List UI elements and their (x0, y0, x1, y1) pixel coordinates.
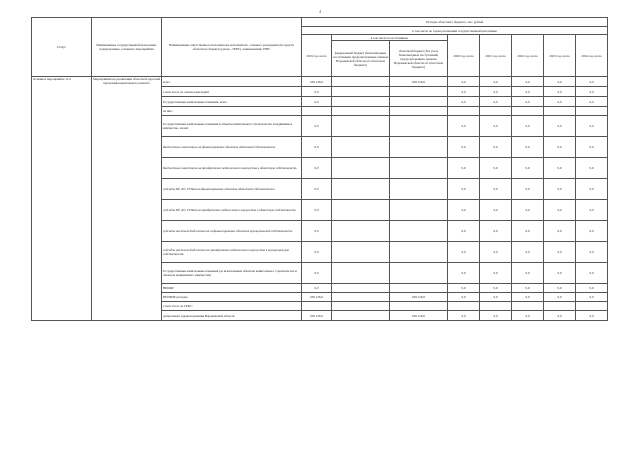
header-2020: 2020 год, всего (448, 35, 480, 77)
cell-y2022: 0,0 (512, 200, 544, 221)
cell-y2024: 0,0 (576, 179, 608, 200)
cell-federal (332, 311, 390, 321)
cell-y2021: 0,0 (480, 293, 512, 302)
cell-y2022: 0,0 (512, 97, 544, 107)
cell-federal (332, 158, 390, 179)
table-row (32, 77, 608, 87)
cell-y2024: 0,0 (576, 87, 608, 97)
cell-regional: 659 126,9 (390, 311, 448, 321)
header-regional: областной бюджет (без учета безвозмездных поступлений, предусмотренных законом Воронежской области об областном бюджете) (390, 41, 448, 77)
cell-y2020: 0,0 (448, 284, 480, 293)
cell-y2023: 0,0 (544, 242, 576, 263)
cell-y2023: 0,0 (544, 137, 576, 158)
row-label: Бюджетные инвестиции на приобретение недвижимого имущества в областную собственность (162, 158, 302, 179)
cell-y2020: 0,0 (448, 293, 480, 302)
cell-y2021: 0,0 (480, 242, 512, 263)
cell-y2022: 0,0 (512, 87, 544, 97)
cell-y2024: 0,0 (576, 158, 608, 179)
cell-y2023: 0,0 (544, 97, 576, 107)
cell-y2021: 0,0 (480, 158, 512, 179)
cell-y2019: 0,0 (302, 87, 332, 97)
cell-y2023 (544, 107, 576, 116)
cell-y2021: 0,0 (480, 97, 512, 107)
row-label: субсидии местным бюджетам на софинансирование объектов муниципальной собственности (162, 221, 302, 242)
cell-y2021 (480, 302, 512, 311)
cell-y2022: 0,0 (512, 179, 544, 200)
row-label: НИОКР (162, 284, 302, 293)
cell-y2021: 0,0 (480, 311, 512, 321)
cell-federal (332, 179, 390, 200)
cell-regional (390, 158, 448, 179)
cell-y2022 (512, 302, 544, 311)
program-cell: Мероприятия по реализации областной адресной программы капитального ремонта (92, 77, 162, 321)
cell-federal (332, 263, 390, 284)
row-label: всего (162, 77, 302, 87)
cell-regional (390, 242, 448, 263)
table-body (32, 77, 608, 321)
cell-federal (332, 284, 390, 293)
row-label: Бюджетные инвестиции на финансирование объектов областной собственности (162, 137, 302, 158)
cell-regional (390, 284, 448, 293)
cell-y2019: 0,0 (302, 263, 332, 284)
cell-y2021: 0,0 (480, 200, 512, 221)
cell-regional (390, 263, 448, 284)
cell-y2024: 0,0 (576, 293, 608, 302)
row-label: в том числе по ГРБС: (162, 302, 302, 311)
cell-y2020: 0,0 (448, 242, 480, 263)
cell-y2019 (302, 107, 332, 116)
row-label: из них: (162, 107, 302, 116)
cell-y2021: 0,0 (480, 137, 512, 158)
cell-y2020: 0,0 (448, 263, 480, 284)
cell-y2024 (576, 302, 608, 311)
cell-federal (332, 87, 390, 97)
header-executor: Наименование ответственного исполнителя, исполнителя - главного распорядителя средств областного бюджета (далее - ГРБС), наименование ГРБС (162, 18, 302, 77)
page-number: 4 (319, 9, 321, 14)
cell-y2022: 0,0 (512, 137, 544, 158)
cell-y2021: 0,0 (480, 284, 512, 293)
status-cell: Основное мероприятие 11.6 (32, 77, 92, 321)
cell-federal (332, 107, 390, 116)
cell-y2024: 0,0 (576, 200, 608, 221)
cell-regional (390, 179, 448, 200)
cell-y2023: 0,0 (544, 284, 576, 293)
header-2022: 2022 год, всего (512, 35, 544, 77)
cell-y2022: 0,0 (512, 311, 544, 321)
header-realization-period: в том числе по годам реализации государственной программы (302, 27, 608, 35)
cell-regional (390, 221, 448, 242)
cell-y2024: 0,0 (576, 242, 608, 263)
cell-regional (390, 302, 448, 311)
cell-y2020 (448, 107, 480, 116)
cell-y2019: 659 126,9 (302, 311, 332, 321)
row-label: Государственные капитальные вложения, всего (162, 97, 302, 107)
row-label: субсидии БУ, АУ, ГУПам на финансирование объектов областной собственности (162, 179, 302, 200)
cell-y2024: 0,0 (576, 116, 608, 137)
cell-y2019: 0,0 (302, 158, 332, 179)
cell-regional (390, 107, 448, 116)
cell-y2022: 0,0 (512, 263, 544, 284)
cell-y2023: 0,0 (544, 158, 576, 179)
cell-y2023: 0,0 (544, 293, 576, 302)
cell-y2024: 0,0 (576, 97, 608, 107)
cell-y2023 (544, 302, 576, 311)
cell-y2020: 0,0 (448, 97, 480, 107)
cell-federal (332, 221, 390, 242)
cell-y2022: 0,0 (512, 221, 544, 242)
row-label: субсидии местным бюджетам на приобретение недвижимого имущества в муниципальную собственность (162, 242, 302, 263)
row-label: в том числе по главным распоряд. (162, 87, 302, 97)
cell-regional (390, 137, 448, 158)
cell-y2019: 0,0 (302, 97, 332, 107)
header-including-sources: в том числе по источникам: (332, 35, 448, 41)
cell-y2024: 0,0 (576, 77, 608, 87)
cell-y2021 (480, 107, 512, 116)
cell-federal (332, 200, 390, 221)
cell-y2019: 659 126,9 (302, 293, 332, 302)
cell-regional (390, 116, 448, 137)
header-2019: 2019 год, всего (302, 35, 332, 77)
cell-y2020: 0,0 (448, 179, 480, 200)
cell-y2021: 0,0 (480, 221, 512, 242)
cell-y2024: 0,0 (576, 284, 608, 293)
cell-y2019: 0,0 (302, 116, 332, 137)
cell-federal (332, 293, 390, 302)
cell-y2020: 0,0 (448, 87, 480, 97)
cell-regional: 659 126,9 (390, 293, 448, 302)
cell-y2019: 0,0 (302, 284, 332, 293)
cell-y2021: 0,0 (480, 179, 512, 200)
cell-federal (332, 302, 390, 311)
cell-y2021: 0,0 (480, 116, 512, 137)
row-label: Государственные капитальные вложения (за исключением объектов капитального строительства и объектов недвижимого имущества) (162, 263, 302, 284)
row-label: субсидии БУ, АУ, ГУПам на приобретение недвижимого имущества в областную собственность (162, 200, 302, 221)
cell-y2023: 0,0 (544, 179, 576, 200)
cell-y2019: 0,0 (302, 137, 332, 158)
header-federal: федеральный бюджет (безвозмездные поступления, предусмотренные законом Воронежской области об областном бюджете) (332, 41, 390, 77)
cell-y2019: 0,0 (302, 242, 332, 263)
cell-y2024: 0,0 (576, 137, 608, 158)
cell-federal (332, 242, 390, 263)
cell-y2020: 0,0 (448, 158, 480, 179)
cell-regional (390, 97, 448, 107)
cell-y2021: 0,0 (480, 263, 512, 284)
cell-y2021: 0,0 (480, 77, 512, 87)
cell-federal (332, 77, 390, 87)
cell-y2020: 0,0 (448, 116, 480, 137)
cell-y2024: 0,0 (576, 221, 608, 242)
header-2024: 2024 год, всего (576, 35, 608, 77)
cell-y2019: 0,0 (302, 221, 332, 242)
row-label: департамент здравоохранения Воронежской области (162, 311, 302, 321)
cell-regional (390, 200, 448, 221)
cell-y2019 (302, 302, 332, 311)
cell-y2022: 0,0 (512, 158, 544, 179)
cell-y2022 (512, 107, 544, 116)
budget-table (31, 17, 608, 321)
cell-y2019: 0,0 (302, 200, 332, 221)
header-2023: 2023 год, всего (544, 35, 576, 77)
header-program-name: Наименование государственной программы, подпрограммы, основного мероприятия (92, 18, 162, 77)
cell-regional: 659 126,9 (390, 77, 448, 87)
cell-y2022: 0,0 (512, 77, 544, 87)
cell-y2023: 0,0 (544, 87, 576, 97)
cell-y2023: 0,0 (544, 311, 576, 321)
cell-y2020: 0,0 (448, 77, 480, 87)
cell-y2020 (448, 302, 480, 311)
header-expenses-title: Расходы областного бюджета, тыс. рублей (302, 18, 608, 27)
cell-y2020: 0,0 (448, 137, 480, 158)
cell-y2021: 0,0 (480, 87, 512, 97)
cell-y2020: 0,0 (448, 200, 480, 221)
cell-y2024: 0,0 (576, 311, 608, 321)
cell-regional (390, 87, 448, 97)
cell-y2020: 0,0 (448, 221, 480, 242)
cell-y2023: 0,0 (544, 200, 576, 221)
cell-y2024: 0,0 (576, 263, 608, 284)
cell-y2022: 0,0 (512, 284, 544, 293)
cell-y2019: 0,0 (302, 179, 332, 200)
row-label: ПРОЧИЕ расходы (162, 293, 302, 302)
cell-federal (332, 116, 390, 137)
header-2021: 2021 год, всего (480, 35, 512, 77)
cell-y2019: 659 126,9 (302, 77, 332, 87)
cell-y2023: 0,0 (544, 221, 576, 242)
cell-federal (332, 137, 390, 158)
cell-y2020: 0,0 (448, 311, 480, 321)
cell-y2023: 0,0 (544, 116, 576, 137)
cell-federal (332, 97, 390, 107)
cell-y2022: 0,0 (512, 242, 544, 263)
cell-y2023: 0,0 (544, 77, 576, 87)
cell-y2024 (576, 107, 608, 116)
cell-y2022: 0,0 (512, 116, 544, 137)
row-label: Государственные капитальные вложения в объекты капитального строительства и недвижимое имущество, из них (162, 116, 302, 137)
header-status: Статус (32, 18, 92, 77)
cell-y2022: 0,0 (512, 293, 544, 302)
cell-y2023: 0,0 (544, 263, 576, 284)
